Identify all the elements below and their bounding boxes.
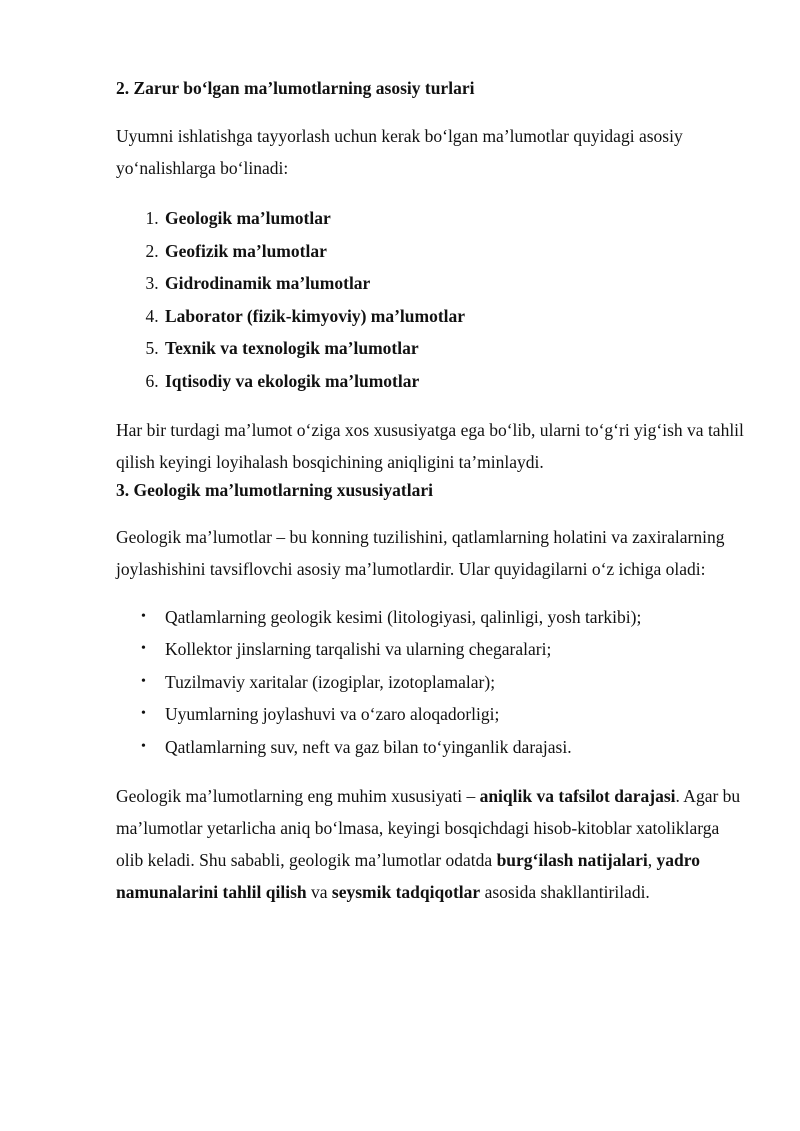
list-item-text: Kollektor jinslarning tarqalishi va ularning chegaralari; <box>165 639 552 660</box>
section-2-heading: 2. Zarur bo‘lgan ma’lumotlarning asosiy turlari <box>116 78 475 98</box>
list-item <box>141 633 746 666</box>
section-3-final-paragraph <box>116 780 746 908</box>
text-run: , <box>647 849 657 870</box>
text-run: . Agar bu ma’lumotlar yetarlicha aniq bo‘lmasa, keyingi bosqichdagi hisob-kitoblar xatoliklarga olib keladi. Shu sababli, geologik ma’lumotlar odatda <box>116 785 741 870</box>
list-item-text: Qatlamlarning suv, neft va gaz bilan to‘yinganlik darajasi. <box>165 736 572 757</box>
list-item: 3. Gidrodinamik ma’lumotlar <box>163 267 746 300</box>
bullet-icon: • <box>141 641 146 657</box>
section-2-closing: Har bir turdagi ma’lumot o‘ziga xos xususiyatga ega bo‘lib, ularni to‘g‘ri yig‘ish va tahlil qilish keyingi loyihalash bosqichining aniqligini ta’minlaydi. <box>116 419 744 472</box>
list-item: 1. Geologik ma’lumotlar <box>163 202 746 235</box>
list-item <box>141 601 746 634</box>
text-run: Geologik ma’lumotlarning eng muhim xususiyati – <box>116 785 480 806</box>
section-3-heading: 3. Geologik ma’lumotlarning xususiyatlari <box>116 479 433 500</box>
bold-phrase: burg‘ilash natijalari <box>496 849 648 870</box>
bold-phrase: yadro namunalarini tahlil qilish <box>116 849 700 902</box>
section-2-intro: Uyumni ishlatishga tayyorlash uchun kerak bo‘lgan ma’lumotlar quyidagi asosiy yo‘nalishlarga bo‘linadi: <box>116 126 683 178</box>
list-item: 4. Laborator (fizik-kimyoviy) ma’lumotlar <box>163 300 746 333</box>
bold-phrase: seysmik tadqiqotlar <box>331 881 481 902</box>
list-item <box>141 666 746 699</box>
list-item: 2. Geofizik ma’lumotlar <box>163 235 746 268</box>
bullet-icon: • <box>141 738 146 754</box>
list-item <box>141 698 746 731</box>
bullet-icon: • <box>141 706 146 722</box>
page-content <box>116 76 746 908</box>
list-item-text: Qatlamlarning geologik kesimi (litologiyasi, qalinligi, yosh tarkibi); <box>165 606 642 627</box>
text-run: asosida shakllantiriladi. <box>480 881 650 902</box>
list-item-text: Tuzilmaviy xaritalar (izogiplar, izotoplamalar); <box>165 671 496 692</box>
list-item <box>141 731 746 764</box>
bullet-icon: • <box>141 608 146 624</box>
bold-phrase: aniqlik va tafsilot darajasi <box>479 785 676 806</box>
geologic-data-list <box>116 601 746 764</box>
section-3-intro: Geologik ma’lumotlar – bu konning tuzilishini, qatlamlarning holatini va zaxiralarning joylashishini tavsiflovchi asosiy ma’lumotlardir. Ular quyidagilarni o‘z ichiga oladi: <box>116 526 725 579</box>
list-item: 6. Iqtisodiy va ekologik ma’lumotlar <box>163 365 746 398</box>
text-run: va <box>306 881 332 902</box>
data-types-list <box>116 202 746 398</box>
list-item-text: Uyumlarning joylashuvi va o‘zaro aloqadorligi; <box>165 704 500 725</box>
bullet-icon: • <box>141 673 146 689</box>
list-item: 5. Texnik va texnologik ma’lumotlar <box>163 332 746 365</box>
